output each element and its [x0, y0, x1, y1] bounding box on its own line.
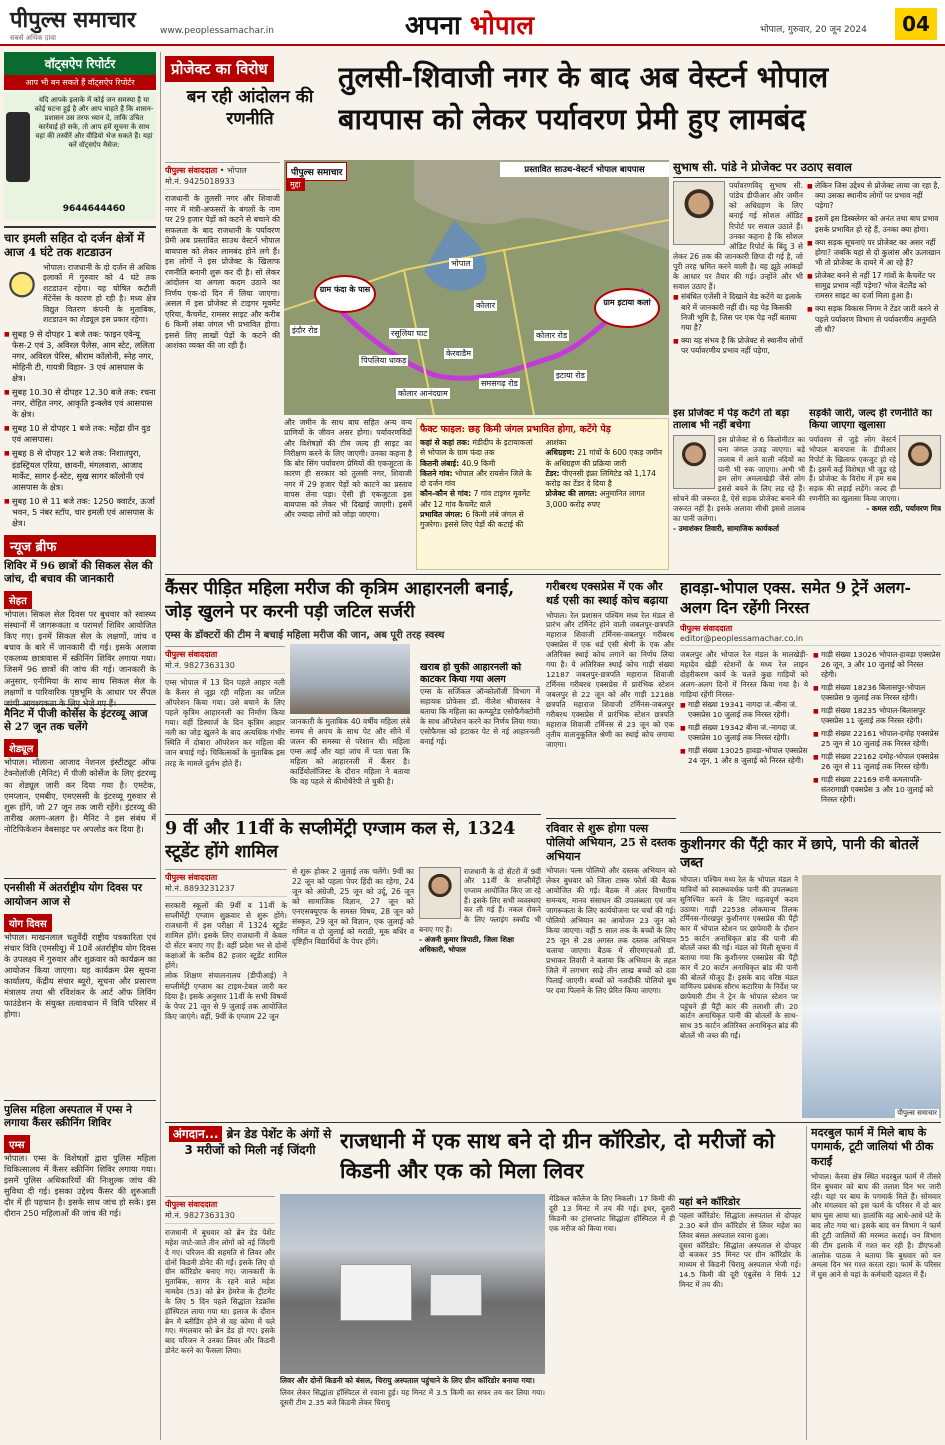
phone-icon: [6, 112, 30, 182]
brief-body: भोपाल। एम्स के विशेषज्ञों द्वारा पुलिस महिला चिकित्सालय में कैंसर स्क्रीनिंग शिविर लगाया गया। इसमें पुलिस अधिकारियों की निःशुल्क जांच की सुविधा दी गई। इसका उद्देश्य कैंसर की शुरुआती दौर में ही पहचान है। इसके साथ जांच हो सके। इस दौरान 250 महिलाओं की जांच की गई।: [4, 1152, 156, 1219]
brief-body: भोपाल। मौलाना आजाद नेशनल इंस्टीट्यूट ऑफ टेक्नोलॉजी (मैनिट) में पीजी कोर्सेज के लिए इंटरव्यू का शेड्यूल जारी कर दिया गया है। एमटेक, एमप्लान, एमबीए, एमएससी के इंटरव्यू गुरुवार से शुरू होंगे, जो 27 जून तक जारी रहेंगे। इंटरव्यू की तारीख अलग-अलग है। मैनिट ने इस संबंध में नोटिफिकेशन वेबसाइट पर अपलोड कर दिया है।: [4, 757, 156, 834]
opinion-author: - उमाशंकर तिवारी, सामाजिक कार्यकर्ता: [673, 523, 779, 533]
lead-body: राजधानी के तुलसी नगर और शिवाजी नगर में मंत्री-अफसरों के बंगलों के नाम पर 29 हजार पेड़ों को कटने से बचाने की सफलता के बाद राजधानी के पर्यावरण प्रेमी अब प्रस्तावित साउथ वेस्टर्न भोपाल बायपास को लेकर लामबंद होने लगे हैं। इस लोगों ने इस प्रोजेक्ट के खिलाफ रणनीति बनानी शुरू कर दी है। सो लेकर आंदोलन या अगला कदम उठाने का निर्णय एक-दो दिन में लिया जाएगा। असल में इस प्रोजेक्ट से टाइगर मूवमेंट एरिया, कैचमेंट, रामसर साइट और करीब 6 किमी लंबा जंगल भी प्रभावित होगा। इससे लिए लाखों पेड़ों के कटने की आशंका व्यक्त की जा रही है।: [165, 194, 280, 351]
list-item: ■ सुबह 10 से 11 बजे तक: 1250 क्वार्टर, ऊर्जा भवन, 5 नंबर स्टॉप, चार इमली एवं आसपास के क्षेत्र।: [4, 496, 156, 529]
map-label: कोलार आनंदग्राम: [398, 389, 448, 398]
dateline: भोपाल, गुरुवार, 20 जून 2024: [760, 25, 867, 35]
column-divider: [160, 52, 161, 1440]
howrah-story: [680, 578, 941, 828]
map-label: भोपाल: [451, 259, 471, 268]
supplementary-body-3: से शुरू होकर 2 जुलाई तक चलेंगे। 9वीं का 22 जून को पहला पेपर हिंदी का रहेगा, 24 जून को अंग्रेजी, 25 जून को उर्दू, 26 जून को सामाजिक विज्ञान, 27 जून को एनएसक्यूएफ के समस्त विषय, 28 जून को संस्कृत, 29 जून को विज्ञान, एक जुलाई को गणित व दो जुलाई को मराठी, मूक बधिर व दृष्टिहीन विद्यार्थियों के पेपर होंगे।: [292, 866, 414, 947]
list-item: ■ गाड़ी संख्या 13025 हावड़ा-भोपाल एक्सप्रेस 24 जून, 1 और 8 जुलाई को निरस्त रहेगी।: [680, 746, 808, 766]
pandey-intro: पर्यावरणविद् सुभाष सी. पांडेय डीपीआर और जमीन को अधिग्रहण के लिए बनाई गई सोशल ऑडिट रिपोर्ट पर सवाल उठाते हैं। उनका कहना है कि सोशल ऑडिट रिपोर्ट के बिंदु 3 से लेकर 26 तक की जानकारी छिपा दी गई है, जो पूरी तरह भ्रमित करने वाली है। यह झूठे आंकड़ों के आधार पर तैयार की गई। उन्होंने और भी सवाल उठाए हैं।: [673, 181, 803, 292]
cancer-subhead-2: खराब हो चुकी आहारनली को काटकर किया गया अलग: [420, 662, 540, 687]
map-label: कोलार रोड: [536, 331, 568, 340]
brief-tag: एम्स: [4, 1135, 30, 1153]
bulb-icon: [4, 263, 40, 317]
opinion-tiwari: [673, 408, 805, 570]
kicker-subtitle: बन रही आंदोलन की रणनीति: [186, 87, 314, 130]
map-label: कोलार: [476, 301, 495, 310]
corridor-title: राजधानी में एक साथ बने दो ग्रीन कॉरिडोर, दो मरीजों को किडनी और एक को मिला लिवर: [340, 1128, 775, 1184]
page-number: 04: [895, 8, 937, 40]
corridor-headline: [340, 1126, 800, 1190]
ambulance-shape: [340, 1264, 412, 1321]
headline-line-2: बायपास को लेकर पर्यावरण प्रेमी हुए लामबंद: [338, 102, 806, 137]
pandey-title: सुभाष सी. पांडे ने प्रोजेक्ट पर उठाए सवाल: [673, 160, 941, 178]
corridor-col-1: [165, 1194, 275, 1440]
brief-body: भोपाल। सिकल सेल दिवस पर बुधवार को स्वास्थ्य संस्थानों में जागरूकता व परामर्श शिविर आयोजित किए गए। इनमें सिकल सेल के लक्षणों, जांच व बचाव के बारे में जानकारी दी गई। इसके अलावा एकलव्य छात्रावास में स्क्रीनिंग शिविर लगाया गया। जिसमें 96 छात्रों की जांच की गई। जानकारी के अनुसार, एनीमिया के साथ साथ सिकल सेल के लक्षणों व पारिवारिक पृष्ठभूमि के आधार पर सैंपल जांची आवश्यकता के लिए भेजे गए हैं।: [4, 609, 156, 708]
howrah-intro: जबलपुर और भोपाल रेल मंडल के मालखेड़ी-महादेव खेड़ी स्टेशनों के मध्य रेल लाइन दोहरीकरण कार्य के चलते कुछ गाड़ियों को अलग-अलग दिनों में निरस्त किया गया है। ये गाड़ियां रहेंगी निरस्त-: [680, 650, 808, 700]
fact-item: प्रभावित जंगल: 6 किमी लंबे जंगल से गुजरेगा। इससे लिए पेड़ों की कटाई की आशंका: [420, 438, 567, 529]
list-item: ■ गाड़ी संख्या 22169 रानी कमलापति-संतरागाछी एक्सप्रेस 3 और 10 जुलाई को निरस्त रहेगी।: [813, 775, 941, 805]
corridor-body-3: मेडिकल कॉलेज के लिए निकली। 17 किमी की दूरी 13 मिनट में तय की गई। इधर, दूसरी किडनी का ट्रांसप्लांट सिद्धांता हॉस्पिटल में ही एक मरीज को किया गया।: [549, 1194, 675, 1233]
polio-story: [546, 818, 676, 1118]
supplementary-caption: राजधानी के दो सेंटरों में 9वीं और 11वीं के सप्लीमेंट्री एग्जाम आयोजित किए जा रहे हैं। इसके लिए सभी व्यवस्थाएं कर ली गई हैं। नकल रोकने के लिए फ्लाइंग स्क्वॉड भी बनाए गए हैं।: [419, 866, 541, 934]
shutdown-body: भोपाल। राजधानी के दो दर्जन से अधिक इलाकों में गुरुवार को 4 घंटे तक शटडाउन रहेगा। यह घोषित कटौती मेंटेनेंस के कारण हो रही है। मध्य क्षेत्र विद्युत वितरण कंपनी के मुताबिक, शटडाउन का शेड्यूल इस प्रकार रहेगा।: [43, 262, 156, 325]
list-item: ■ सुबह 10 से दोपहर 1 बजे तक: महेंद्रा ग्रीन वुड एवं आसपास।: [4, 423, 156, 445]
website-url[interactable]: www.peoplessamachar.in: [160, 26, 274, 36]
corridor-body-2: लिवर लेकर सिद्धांता हॉस्पिटल से रवाना हुई। यह मिनट में 3.5 किमी का सफर तय कर लिया गया। दूसरी टीम 2.35 बजे किडनी लेकर चिरायु: [280, 1388, 545, 1407]
list-item: ■ गाड़ी संख्या 13026 भोपाल-हावड़ा एक्सप्रेस 26 जून, 3 और 10 जुलाई को निरस्त रहेगी।: [813, 650, 941, 680]
map-label: रसूलिया घाट: [391, 329, 428, 338]
map-label: केरवाडैम: [446, 349, 471, 358]
pandey-sidebar: [673, 160, 941, 405]
cancer-body: एम्स भोपाल में 13 दिन पहले आहार नली के कैंसर से जूझ रही महिला का जटिल ऑपरेशन किया गया। उसे बचाने के लिए पहले कृत्रिम आहारनली का निर्माण किया गया। वहीं डिस्चार्ज के दिन कृत्रिम आहार नली का जोड़ खुलने के बाद अत्यधिक गंभीर स्थिति में दोबारा ऑपरेशन कर महिला की जान बचाई गई। चिकित्सकों के मुताबिक इस तरह के मामले दुर्लभ होते हैं।: [165, 677, 285, 768]
shutdown-story: [4, 226, 156, 529]
fact-file-title: फैक्ट फाइल: छह किमी जंगल प्रभावित होगा, कटेंगे पेड़: [420, 424, 611, 435]
list-item: ■ गाड़ी संख्या 22162 दमोह-भोपाल एक्सप्रेस 26 जून से 11 जुलाई तक निरस्त रहेगी।: [813, 752, 941, 772]
corridor-photo-col: [280, 1194, 545, 1440]
pandey-questions-2: [807, 181, 941, 359]
byline: पीपुल्स संवाददाता editor@peoplessamachar.co.in: [680, 620, 941, 646]
fact-item: कहां से कहां तक: मंडीदीप के इटायाकलां से भोपाल के ग्राम फंदा तक: [420, 438, 533, 458]
news-brief: [4, 535, 156, 1273]
route-2: दूसरा कॉरिडोर: सिद्धांता अस्पताल से दोपहर दो बजकर 35 मिनट पर ग्रीन कॉरिडोर के माध्यम से किडनी चिरायु अस्पताल भेजी गई। 14.5 किमी की दूरी एंबुलेंस ने सिर्फ 12 मिनट में तय की।: [679, 1240, 801, 1289]
train-list-2: [813, 650, 941, 808]
map-brand: पीपुल्स समाचार: [286, 162, 347, 181]
opinion-body: इस प्रोजेक्ट से 6 किलोमीटर का घना जंगल उजड़ जाएगा। बड़े तालाब में आने वाली नदियों का पानी भी रुक जाएगा। अभी भी हम लोग अमलाखेड़ी जैसे लोग इससे बचने के लिए लड़ रहे हैं। सोचने की जरूरत है, ऐसे सड़क प्रोजेक्ट बनाने की जरूरत नहीं है। इसके अलावा सीधी इससे तालाब का पानी जलेगा।: [673, 435, 805, 523]
route-title: यहां बने कॉरिडोर: [679, 1194, 801, 1209]
opinion-rathi: [809, 408, 941, 570]
lead-col-2: [284, 418, 412, 570]
corridor-routes: [679, 1194, 801, 1440]
newspaper-logo[interactable]: पीपुल्स समाचार सबसे अधिक दावा: [10, 7, 136, 42]
whatsapp-box: [4, 92, 156, 220]
list-item: ■ क्या सड़क सूचनाएं पर प्रोजेक्ट का असर नहीं होगा? जबकि यहां से दो कुलांस और ऊलाखान भी तो प्रोजेक्ट के दायरे में आ रहे हैं?: [807, 238, 941, 268]
madarbul-body: भोपाल। केरवा क्षेत्र स्थित मदरबुल फार्म में तीसरे दिन बुधवार को बाघ की तलाश दिन भर जारी रही। यहां पर बाघ के पगमार्क मिले हैं। सोमवार और मंगलवार को इस फार्म के परिसर में दो बार बाघ घुस आया था। हालांकि वह आधे-आधे घंटे के बाद लौट गया था। इसके बाद वन विभाग ने फार्म की टूटी जालियों की मरम्मत कराई। वन विभाग की टीम इलाके में गश्त कर रही है। डीएफओ आलोक पाठक ने बताया कि बुधवार को वन अमला दिन भर गश्त करता रहा। फार्म के परिसर में घुस आने से यहां के कर्मचारी दहशत में हैं।: [811, 1171, 941, 1280]
whatsapp-number[interactable]: 9644644460: [62, 204, 126, 214]
opinion-author: - कमल राठी, पर्यावरण मित्र: [866, 503, 941, 513]
madarbul-title: मदरबुल फार्म में मिले बाघ के पगमार्क, टूटी जालियां भी ठीक कराईं: [811, 1126, 934, 1168]
jeep-shape: [430, 1274, 482, 1316]
list-item: ■ सुबह 10.30 से दोपहर 12.30 बजे तक: रचना नगर, रोहित नगर, आकृति इन्क्लेव एवं आसपास के क्षेत्र।: [4, 387, 156, 420]
kicker-text: अंगदान... ब्रेन डेड पेशेंट के अंगों से 3 मरीजों को मिली नई जिंदगी: [165, 1126, 335, 1158]
water-bottles-photo: [802, 875, 941, 1118]
brief-title: पुलिस महिला अस्पताल में एम्स ने लगाया कैंसर स्क्रीनिंग शिविर: [4, 1100, 156, 1130]
map-label: इटाया रोड: [556, 371, 585, 380]
lead-col-1: [165, 160, 280, 570]
list-item: ■ गाड़ी संख्या 18236 बिलासपुर-भोपाल एक्सप्रेस 9 जुलाई तक निरस्त रहेगी।: [813, 683, 941, 703]
fact-item: कितनी लंबाई: 40.9 किमी: [420, 458, 496, 468]
kicker-badge: प्रोजेक्ट का विरोध: [165, 56, 274, 82]
news-brief-label: न्यूज ब्रीफ: [4, 535, 156, 557]
aiims-building-photo: [290, 644, 410, 714]
callout-fanda: ग्राम फंदा के पास: [314, 275, 376, 313]
fact-item: कौन-कौन से गांव: 7 गांव टाइगर मूवमेंट और 12 गांव कैचमेंट वाले: [420, 489, 531, 509]
garib-story: [546, 580, 674, 810]
brief-tag: योग दिवस: [4, 914, 52, 932]
map-issue-tag: मुद्दा: [286, 178, 305, 191]
section-rule: [165, 814, 541, 815]
kushinagar-story: [680, 832, 941, 1118]
deo-photo: [419, 867, 461, 919]
supplementary-caption-author: - अंजनी कुमार त्रिपाठी, जिला शिक्षा अधिकारी, भोपाल: [419, 934, 515, 954]
corridor-col-3: [549, 1194, 675, 1440]
garib-title: गरीबरथ एक्सप्रेस में एक और थर्ड एसी का स्थाई कोच बढ़ाया: [546, 580, 668, 607]
list-item: ■ क्या यह संभव है कि प्रोजेक्ट से स्थानीय लोगों पर पर्यावरणीय प्रभाव नहीं पड़ेगा,: [673, 336, 803, 356]
brief-title: शिविर में 96 छात्रों की सिकल सेल की जांच, दी बचाव की जानकारी: [4, 559, 153, 586]
shutdown-schedule: [4, 329, 156, 529]
headline-line-1: तुलसी-शिवाजी नगर के बाद अब वेस्टर्न भोपाल: [338, 60, 829, 94]
list-item: ■ गाड़ी संख्या 19341 नागदा जं.-बीना जं. एक्सप्रेस 10 जुलाई तक निरस्त रहेगी।: [680, 700, 808, 720]
ambulance-photo: [280, 1194, 545, 1374]
opinion-title: इस प्रोजेक्ट में पेड़ कटेंगे तो बड़ा तालाब भी नहीं बचेगा: [673, 408, 790, 431]
cancer-col-3-box: [420, 662, 540, 810]
brief-title: एनसीसी में अंतर्राष्ट्रीय योग दिवस पर आयोजन आज से: [4, 878, 156, 908]
pandey-photo: [673, 181, 725, 245]
section-rule: [165, 1122, 941, 1123]
section-title: अपना भोपाल: [405, 11, 535, 41]
fact-file: [416, 418, 669, 570]
corridor-kicker: [165, 1126, 335, 1190]
list-item: ■ क्या सड़क विकास निगम ने टेंडर जारी करने से पहले पर्यावरण विभाग से पर्यावरणीय अनुमति ली थी?: [807, 304, 941, 334]
shutdown-title: चार इमली सहित दो दर्जन क्षेत्रों में आज 4 घंटे तक शटडाउन: [4, 231, 145, 260]
brief-tag: शेड्यूल: [4, 739, 38, 757]
lead-headline: [338, 56, 938, 156]
opinion-title: सड़की जारी, जल्द ही रणनीति का किया जाएगा खुलासा: [809, 408, 932, 431]
list-item: ■ लेकिन जिस उद्देश्य से प्रोजेक्ट लाया जा रहा है, क्या उसका स्थानीय लोगों पर प्रभाव नहीं पड़ेगा?: [807, 181, 941, 211]
map-label: इंदौर रोड: [292, 326, 318, 335]
kushinagar-body: भोपाल। पश्चिम मध्य रेल के भोपाल मंडल ने यात्रियों को स्वास्थ्यवर्धक पानी की उपलब्धता सुनिश्चित करने के लिए महत्वपूर्ण कदम उठाया। गाड़ी 22538 लोकमान्य तिलक टर्मिनस-गोरखपुर कुशीनगर एक्सप्रेस की पैंट्री कार में भोपाल स्टेशन पर छापेमारी के दौरान 55 कार्टन अनाधिकृत ब्रांड की पानी की बोतलें जब्त की गई। मंडल को मिली सूचना में बताया गया कि कुशीनगर एक्सप्रेस की पैंट्री कार में 20 कार्टन अनाधिकृत ब्रांड की पानी की बोतलें मौजूद हैं। इसके बाद वरिष्ठ मंडल वाणिज्य प्रबंधक सौरभ कटारिया के निर्देश पर छापेमारी टीम ने ट्रेन के भोपाल स्टेशन पर पहुंचने ही पैंट्री कार की तलाशी ली। 20 कार्टन अनाधिकृत पानी की बोतलों के साथ-साथ 35 कार्टन अतिरिक्त अनाधिकृत ब्रांड की बोतलें भी जब्त की गईं।: [680, 875, 798, 1040]
list-item: ■ गाड़ी संख्या 19342 बीना जं.-नागदा जं. एक्सप्रेस 10 जुलाई तक निरस्त रहेगी।: [680, 723, 808, 743]
section-rule: [165, 574, 941, 575]
whatsapp-title: वॉट्सऐप रिपोर्टर: [4, 52, 156, 75]
byline: पीपुल्स संवाददाता मो.नं. 9827363130: [165, 646, 285, 674]
cancer-body-3: एम्स के सर्जिकल ऑन्कोलॉजी विभाग में सहायक प्रोफेसर डॉ. नीलेश श्रीवास्तव ने बताया कि महिला का कम्प्यूटेड एसोफैगेक्टोमी के साथ ऑपरेशन करने का निर्णय लिया गया। एसोफैगस को हटाकर पेट से नई आहारनली बनाई गई।: [420, 686, 540, 746]
cancer-body: जानकारी के मुताबिक 40 वर्षीय महिला लंबे समय से अपच के साथ पेट और सीने में जलन की समस्या से परेशान थी। महिला एम्स आईं और यहां जांच में पता चला कि महिला को आहारनली में कैंसर है। कार्डियोलॉजिस्ट के दौरान महिला ने बताया कि वह पहले से कीमोथैरेपी ले चुकी है।: [290, 716, 410, 787]
list-item: ■ प्रोजेक्ट बनने से नहीं 17 गांवों के कैचमेंट पर सामुद्र प्रभाव नहीं पड़ेगा? भोज वेटलैंड को रामसर साइट का दर्जा मिला हुआ है।: [807, 271, 941, 301]
corridor-body: राजधानी में बुधवार को ब्रेन डेड पेशेंट महेश जाटे-जाते तीन लोगों को नई जिंदगी दे गए। परिजन की सहमति से लिवर और दोनों किडनी डोनेट की गईं। इसके लिए दो ग्रीन कॉरिडोर बनाए गए। जानकारी के मुताबिक, सागर के रहने वाले महेश नामदेव (53) को ब्रेन हेमरेज के ट्रीटमेंट के लिए 5 दिन पहले सिद्धांता रेडक्रॉस हॉस्पिटल लाया गया था। इलाज के दौरान ब्रेन में ब्लीडिंग होने से वह कोमा में चले गए। मंगलवार को ब्रेन डेड हो गए। इसके बाद परिजन ने उनका लिवर और किडनी डोनेट करने का फैसला लिया।: [165, 1228, 275, 1356]
madarbul-story: [806, 1126, 941, 1440]
fact-item: प्रोजेक्ट की लागत: अनुमानित लागत 3,000 करोड़ रुपए: [545, 489, 645, 509]
list-item: ■ सुबह 9 से दोपहर 1 बजे तक: फाइन एवेन्यू फेस-2 एवं 3, अविरल पैलेस, आम स्टेट, ललिता नगर, अविरल पेरिस, श्रीराम कॉलोनी, स्नेह नगर, मोहिनी टी, गायत्री विहार- 3 एवं आसपास के क्षेत्र।: [4, 329, 156, 384]
photo-caption: लिवर और दोनों किडनी को बंसल, चिरायु अस्पताल पहुंचाने के लिए ग्रीन कॉरिडोर बनाया गया।: [280, 1376, 535, 1385]
bypass-map: [284, 160, 669, 415]
fact-item: अधिग्रहण: 21 गांवों के 600 एकड़ जमीन के अधिग्रहण की प्रक्रिया जारी: [545, 448, 663, 468]
supplementary-title: 9 वीं और 11वीं के सप्लीमेंट्री एग्जाम कल से, 1324 स्टूडेंट होंगे शामिल: [165, 819, 516, 862]
train-list: [680, 700, 808, 766]
list-item: ■ गाड़ी संख्या 22161 भोपाल-दमोह एक्सप्रेस 25 जून से 10 जुलाई तक निरस्त रहेगी।: [813, 729, 941, 749]
whatsapp-body: यदि आपके इलाके में कोई जन समस्या है या कोई घटना हुई है और आप चाहते हैं कि शासन-प्रशासन उस तरफ ध्यान दे, ताकि उचित कार्रवाई हो सके, तो आप हमें सूचना के साथ वहां की तस्वीरें और वीडियो भेज सकते हैं। यहां करें वॉट्सऐप मैसेज:: [34, 96, 154, 150]
lead-kicker: [165, 56, 335, 156]
supplementary-body: सरकारी स्कूलों की 9वीं व 11वीं के सप्लीमेंट्री एग्जाम शुक्रवार से शुरू होंगे। राजधानी में इस परीक्षा में 1324 स्टूडेंट शामिल होंगे। इसके लिए राजधानी में केवल दो सेंटर बनाए गए हैं। वहीं प्रदेश भर से दोनों कक्षाओं के करीब 82 हजार स्टूडेंट शामिल होंगे।: [165, 900, 287, 971]
polio-title: रविवार से शुरू होगा पल्स पोलियो अभियान, 25 से दस्तक अभियान: [546, 822, 676, 863]
supplementary-story: [165, 818, 541, 1118]
brief-title: मैनिट में पीजी कोर्सेस के इंटरव्यू आज से 27 जून तक चलेंगे: [4, 704, 156, 734]
fact-item: कितने गांव: भोपाल और रायसेन जिले के दो दर्जन गांव: [420, 468, 532, 488]
kushinagar-title: कुशीनगर की पैंट्री कार में छापे, पानी की बोतलें जब्त: [680, 837, 919, 872]
byline: पीपुल्स संवाददाता • भोपाल मो.नं. 9425018933: [165, 162, 280, 190]
garib-body: भोपाल। रेल प्रशासन पश्चिम मध्य रेल मंडल से प्रारंभ और टर्मिनेट होने वाली जबलपुर-छत्रपति महाराज शिवाजी टर्मिनस-जबलपुर गरीबरथ एक्सप्रेस में एक थर्ड एसी श्रेणी के एक और अतिरिक्त स्थाई कोच लगाने का निर्णय लिया गया है। ये अतिरिक्त स्थाई कोच गाड़ी संख्या 12187 जबलपुर-छत्रपति महाराज शिवाजी टर्मिनस गरीबरथ एक्सप्रेस में प्रारंभिक स्टेशन जबलपुर से 22 जून को और गाड़ी 12188 छत्रपति महाराज शिवाजी टर्मिनस-जबलपुर गरीबरथ एक्सप्रेस में प्रारंभिक स्टेशन छत्रपति महाराज शिवाजी टर्मिनस से 23 जून को एक तृतीय वातानुकूलित श्रेणी का स्थाई कोच लगाया जाएगा।: [546, 610, 674, 750]
photo-credit: पीपुल्स समाचार: [897, 1109, 937, 1118]
whatsapp-subtitle: आप भी बन सकते हैं वॉट्सऐप रिपोर्टर: [4, 75, 156, 90]
supplementary-body-2: लोक शिक्षण संचालनालय (डीपीआई) ने सप्लीमेंट्री एग्जाम का टाइम-टेबल जारी कर दिया है। इसके अनुसार 11वीं के सभी विषयों के पेपर 21 जून से 9 जुलाई तक आयोजित किए जाएंगे। वहीं, 9वीं के एग्जाम 22 जून: [165, 971, 287, 1021]
lead-body: और जमीन के साथ बाघ सहित अन्य वन्य प्राणियों के जीवन असर होगा। पर्यावरणविदों और विशेषज्ञों की टीम जल्द ही साइट का निरीक्षण करने के लिए जाएगी। उनका कहना है कि बोर सिंग पर्यावरण प्रेमियों की एकजुटता के कारण ही सरकार को तुलसी नगर, शिवाजी नगर में 29 हजार पेड़ों को काटने का प्रस्ताव वापस लेना पड़ा। ऐसी ही एकजुटता इस बायपास को लेकर भी दिखाई जाएगी। इसमें और ज्यादा लोगों को जोड़ा जाएगा।: [284, 418, 412, 520]
map-label: समसगढ़ रोड: [481, 379, 518, 388]
tiwari-photo: [673, 435, 715, 489]
opinion-body: पर्यावरण से जुड़े लोग वेस्टर्न भोपाल बायपास के डीपीआर रिपोर्ट के खिलाफ एकजुट हो रहे हैं। इसमें कई विशेषज्ञ भी जुड़ रहे हैं। प्रोजेक्ट के विरोध में हम सब सड़क की लड़ाई लड़ेंगे। जल्द ही रणनीति का खुलासा किया जाएगा।: [809, 435, 900, 504]
howrah-title: हावड़ा-भोपाल एक्स. समेत 9 ट्रेनें अलग-अलग दिन रहेंगी निरस्त: [680, 578, 911, 618]
map-label: पिपलिया धाकड़: [361, 356, 407, 365]
byline: पीपुल्स संवाददाता मो.नं. 9827363130: [165, 1196, 275, 1224]
fact-item: टेंडर: पीएनसी इंफ्रा लिमिटेड को 1,174 करोड़ का टेंडर दे दिया है: [545, 468, 657, 488]
cancer-title: कैंसर पीड़ित महिला मरीज की कृत्रिम आहारनली बनाई, जोड़ खुलने पर करनी पड़ी जटिल सर्जरी: [165, 579, 515, 622]
rathi-photo: [899, 435, 941, 489]
left-column: [4, 52, 156, 1440]
list-item: ■ संबंधित एजेंसी ने दिखाने वेड कटेंगे या इलाके बारे में जानकारी नहीं दी। यह पेड़ किसकी निजी भूमि है, जिस पर एक पेड़ नहीं बताया गया है?: [673, 292, 803, 333]
masthead: [0, 0, 945, 46]
byline: पीपुल्स संवाददाता मो.नं. 8893231237: [165, 869, 287, 897]
polio-body: भोपाल। पल्स पोलियो और दस्तक अभियान को लेकर बुधवार को जिला टास्क फोर्स की बैठक आयोजित की गई। बैठक में अंतर विभागीय समन्वय, मानव संसाधन की उपलब्धता एवं जन जागरूकता के लिए कार्ययोजना पर चर्चा की गई। पोलियो अभियान का आयोजन 23 जून को किया जाएगा। वहीं 5 साल तक के बच्चों के लिए 25 जून से 28 अगस्त तक दस्तक अभियान चलाया जाएगा। बैठक में सीएमएचओ डॉ. प्रभाकर तिवारी ने बताया कि अभियान के तहत जिले में लगभग साढ़े तीन लाख बच्चों को दवा पिलाई जाएगी। बच्चों को नजदीकी पोलियो बूथ पर दवा पिलाने के लिए प्रेरित किया जाएगा।: [546, 866, 676, 996]
callout-itaya: ग्राम इटाया कलां: [594, 288, 660, 328]
route-1: पहला कॉरिडोर: सिद्धांता अस्पताल से दोपहर 2.30 बजे ग्रीन कॉरिडोर से लिवर महेश का लिवर बंसल अस्पताल रवाना हुआ।: [679, 1211, 801, 1240]
pandey-questions: [673, 292, 803, 356]
list-item: ■ सुबह 8 से दोपहर 12 बजे तक: निशातपुरा, इंडस्ट्रियल एरिया, छावनी, मंगलवारा, आजाद मार्केट, सागर ई-स्टेट, सुख सागर कॉलोनी एवं आसपास के क्षेत्र।: [4, 448, 156, 492]
list-item: ■ गाड़ी संख्या 18235 भोपाल-बिलासपुर एक्सप्रेस 11 जुलाई तक निरस्त रहेगी।: [813, 706, 941, 726]
list-item: ■ इसमें इस डिस्क्लेमर को अनंत तथा बाघ प्रभाव इसके प्रभावित हो रहे हैं, उनका क्या होगा।: [807, 214, 941, 234]
cancer-deck: एम्स के डॉक्टरों की टीम ने बचाई महिला मरीज की जान, अब पूरी तरह स्वस्थ: [165, 629, 445, 641]
brief-tag: सेहत: [4, 591, 32, 609]
brief-body: भोपाल। माखनलाल चतुर्वेदी राष्ट्रीय पत्रकारिता एवं संचार विवि (एमसीयू) में 10वें अंतर्राष्ट्रीय योग दिवस के उपलक्ष्य में गुरुवार और शुक्रवार को कार्यक्रम का आयोजन किया जाएगा। यह कार्यक्रम प्रेस सूचना कार्यालय, केंद्रीय संचार ब्यूरो, सूचना और प्रसारण मंत्रालय तथा श्री रविशंकर के आर्ट ऑफ लिविंग फाउंडेशन के संयुक्त तत्वावधान में विवि परिसर में होगा।: [4, 931, 156, 1020]
map-title: प्रस्तावित साउथ-वेस्टर्न भोपाल बायपास: [500, 162, 669, 177]
